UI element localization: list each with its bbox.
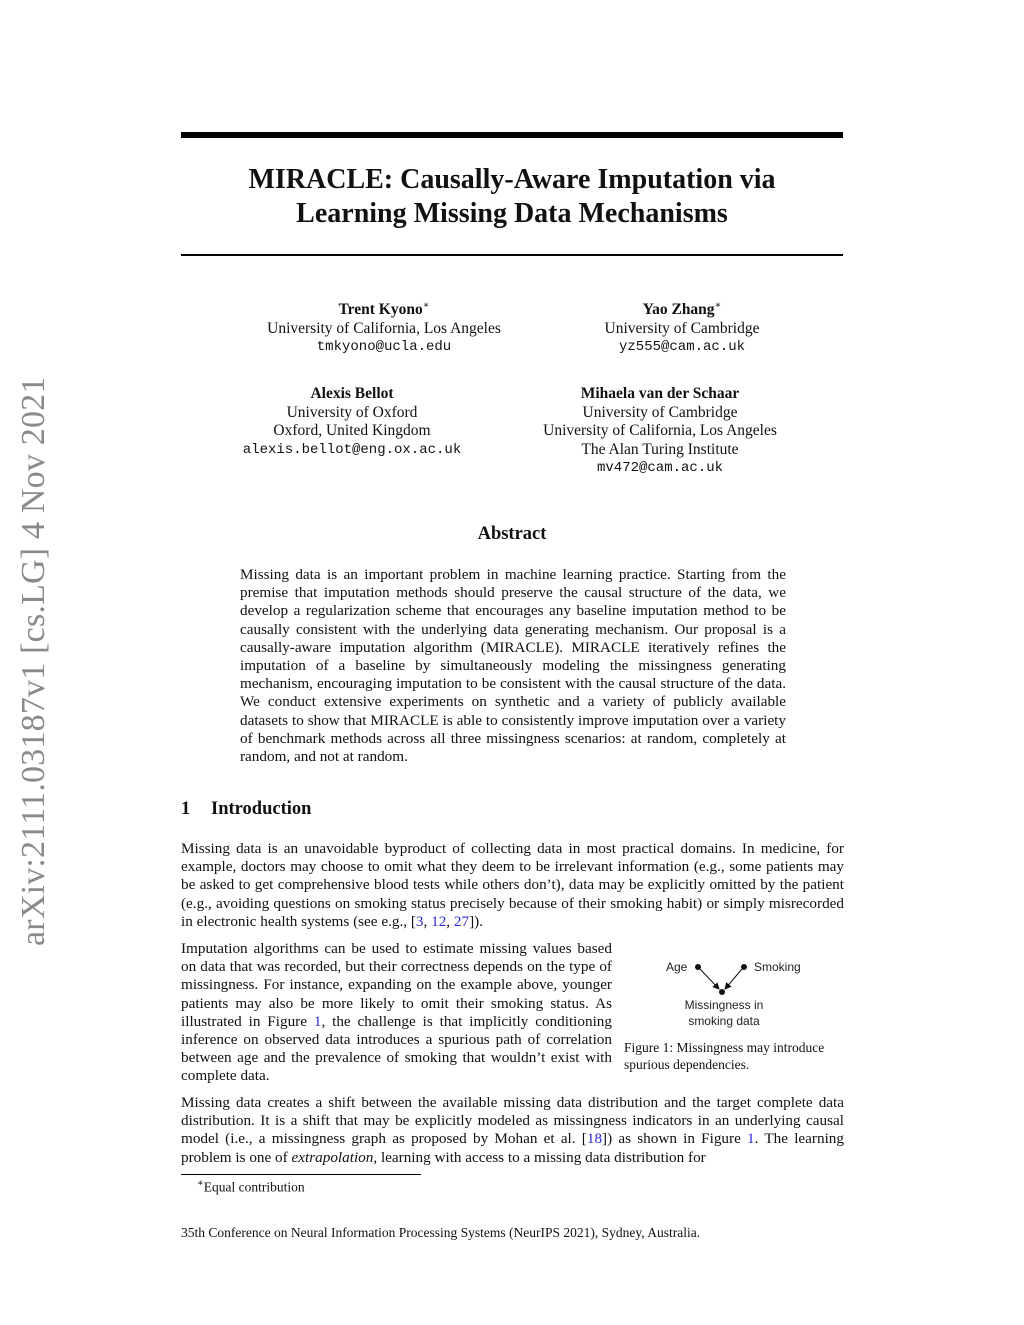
- paragraph-text: . The learning problem is one of: [181, 1130, 844, 1166]
- author-affiliation: Oxford, United Kingdom: [273, 422, 431, 439]
- citation-link[interactable]: 12: [431, 912, 447, 930]
- author-name: Alexis Bellot: [310, 385, 394, 402]
- equal-contribution-mark: ∗: [714, 299, 722, 311]
- author-affiliation: University of California, Los Angeles: [267, 319, 501, 337]
- citation-separator: ,: [423, 912, 432, 930]
- footnote-text: Equal contribution: [203, 1179, 305, 1195]
- author-name: Yao Zhang: [642, 301, 715, 318]
- conference-venue-note: 35th Conference on Neural Information Processing Systems (NeurIPS 2021), Sydney, Australia.: [181, 1225, 701, 1240]
- paragraph-text: Missing data is an unavoidable byproduct of collecting data in most practical domains. In medicine, for example, doctors may choose to omit what they deem to be irrelevant information (e.g., some patients may be asked to get comprehensive blood tests while others don’t), data may be explicitly omitted by the patient (e.g., avoiding questions on smoking status precisely because of their smoking habit) or simply misrecorded in electronic health systems (see e.g., [: [181, 840, 844, 930]
- paragraph-text: , learning with access to a missing data distribution for: [373, 1148, 706, 1166]
- paragraph-text: Imputation algorithms can be used to estimate missing values based on data that was recorded, but their correctness depends on the type of missingness. For instance, expanding on the example above, younger patients may also be more likely to omit their smoking status. As illustrated in Figure: [181, 940, 612, 1030]
- title-bottom-rule: [181, 254, 843, 256]
- author-email[interactable]: alexis.bellot@eng.ox.ac.uk: [242, 441, 462, 458]
- paragraph-text: Missing data creates a shift between the available missing data distribution and the target complete data distribution. It is a shift that may be explicitly modeled as missingness indicators in an underlying causal model (i.e., a missingness graph as proposed by Mohan et al. [: [181, 1094, 844, 1148]
- paper-title: [181, 163, 843, 231]
- footnote-rule: [181, 1174, 421, 1175]
- causal-graph-diagram: [622, 950, 844, 1030]
- paragraph-text: , the challenge is that implicitly conditioning inference on observed data introduces a spurious path of correlation between age and the prevalence of smoking that wouldn’t exist with complete data.: [181, 1012, 612, 1085]
- citation-link[interactable]: 27: [453, 912, 470, 930]
- citation-link[interactable]: 18: [586, 1130, 603, 1148]
- author-affiliation: The Alan Turing Institute: [581, 440, 739, 458]
- footnote-equal-contribution: [197, 1178, 305, 1196]
- figure-reference-link[interactable]: 1: [747, 1130, 755, 1148]
- emphasized-term: extrapolation: [291, 1148, 374, 1166]
- author-block-van-der-schaar: [510, 385, 810, 478]
- author-name: Mihaela van der Schaar: [580, 385, 740, 402]
- author-block-kyono: [234, 301, 534, 357]
- author-affiliation: University of Cambridge: [582, 403, 738, 421]
- paragraph-text: ]).: [469, 912, 483, 930]
- figure-1-caption: Figure 1: Missingness may introduce spurious dependencies.: [624, 1040, 825, 1072]
- section-number: 1: [181, 799, 191, 819]
- author-affiliation: University of Oxford: [286, 403, 418, 421]
- graph-node-missingness: [719, 989, 725, 995]
- author-affiliation: University of Cambridge: [604, 319, 760, 337]
- graph-node-missingness-label-1: Missingness in: [684, 998, 764, 1012]
- title-top-rule: [181, 132, 843, 138]
- equal-contribution-mark: ∗: [422, 299, 430, 311]
- footnote-mark: ∗: [197, 1178, 204, 1189]
- author-name: Trent Kyono: [338, 301, 423, 318]
- author-block-zhang: [532, 301, 832, 357]
- figure-reference-link[interactable]: 1: [313, 1012, 322, 1030]
- abstract-text: Missing data is an important problem in machine learning practice. Starting from the premise that imputation methods should preserve the causal structure of the data, we develop a regularization scheme that encourages any baseline imputation method to be causally consistent with the underlying data generating mechanism. Our proposal is a causally-aware imputation algorithm (MIRACLE). MIRACLE iteratively refines the imputation of a baseline by simultaneously modeling the missingness generating mechanism, encouraging imputation to be consistent with the causal structure of the data. We conduct extensive experiments on synthetic and a variety of publicly available datasets to show that MIRACLE is able to consistently improve imputation over a variety of benchmark methods across all three missingness scenarios: at random, completely at random, and not at random.: [240, 566, 786, 766]
- intro-paragraph-1: [181, 840, 844, 931]
- author-block-bellot: [202, 385, 502, 459]
- graph-node-missingness-label-2: smoking data: [688, 1014, 760, 1028]
- title-line-1: MIRACLE: Causally-Aware Imputation via: [248, 164, 776, 195]
- author-email[interactable]: mv472@cam.ac.uk: [596, 460, 724, 476]
- section-heading-introduction: [181, 799, 311, 820]
- abstract-heading: Abstract: [477, 524, 547, 544]
- intro-paragraph-2: [181, 940, 612, 1086]
- graph-node-age-label: Age: [666, 960, 688, 974]
- citation-separator: ,: [446, 912, 454, 930]
- title-line-2: Learning Missing Data Mechanisms: [296, 198, 728, 229]
- author-email[interactable]: tmkyono@ucla.edu: [316, 339, 452, 355]
- graph-edge-age-to-missingness: [700, 969, 719, 989]
- author-affiliation: University of California, Los Angeles: [543, 422, 777, 439]
- citation-link[interactable]: 3: [415, 912, 424, 930]
- graph-node-smoking-label: Smoking: [754, 960, 801, 974]
- arxiv-identifier-stamp: arXiv:2111.03187v1 [cs.LG] 4 Nov 2021: [15, 376, 52, 946]
- section-title: Introduction: [211, 799, 312, 819]
- paragraph-text: ]) as shown in Figure: [602, 1130, 748, 1148]
- graph-edge-smoking-to-missingness: [725, 969, 742, 989]
- author-email[interactable]: yz555@cam.ac.uk: [618, 339, 746, 355]
- intro-paragraph-3: [181, 1094, 844, 1167]
